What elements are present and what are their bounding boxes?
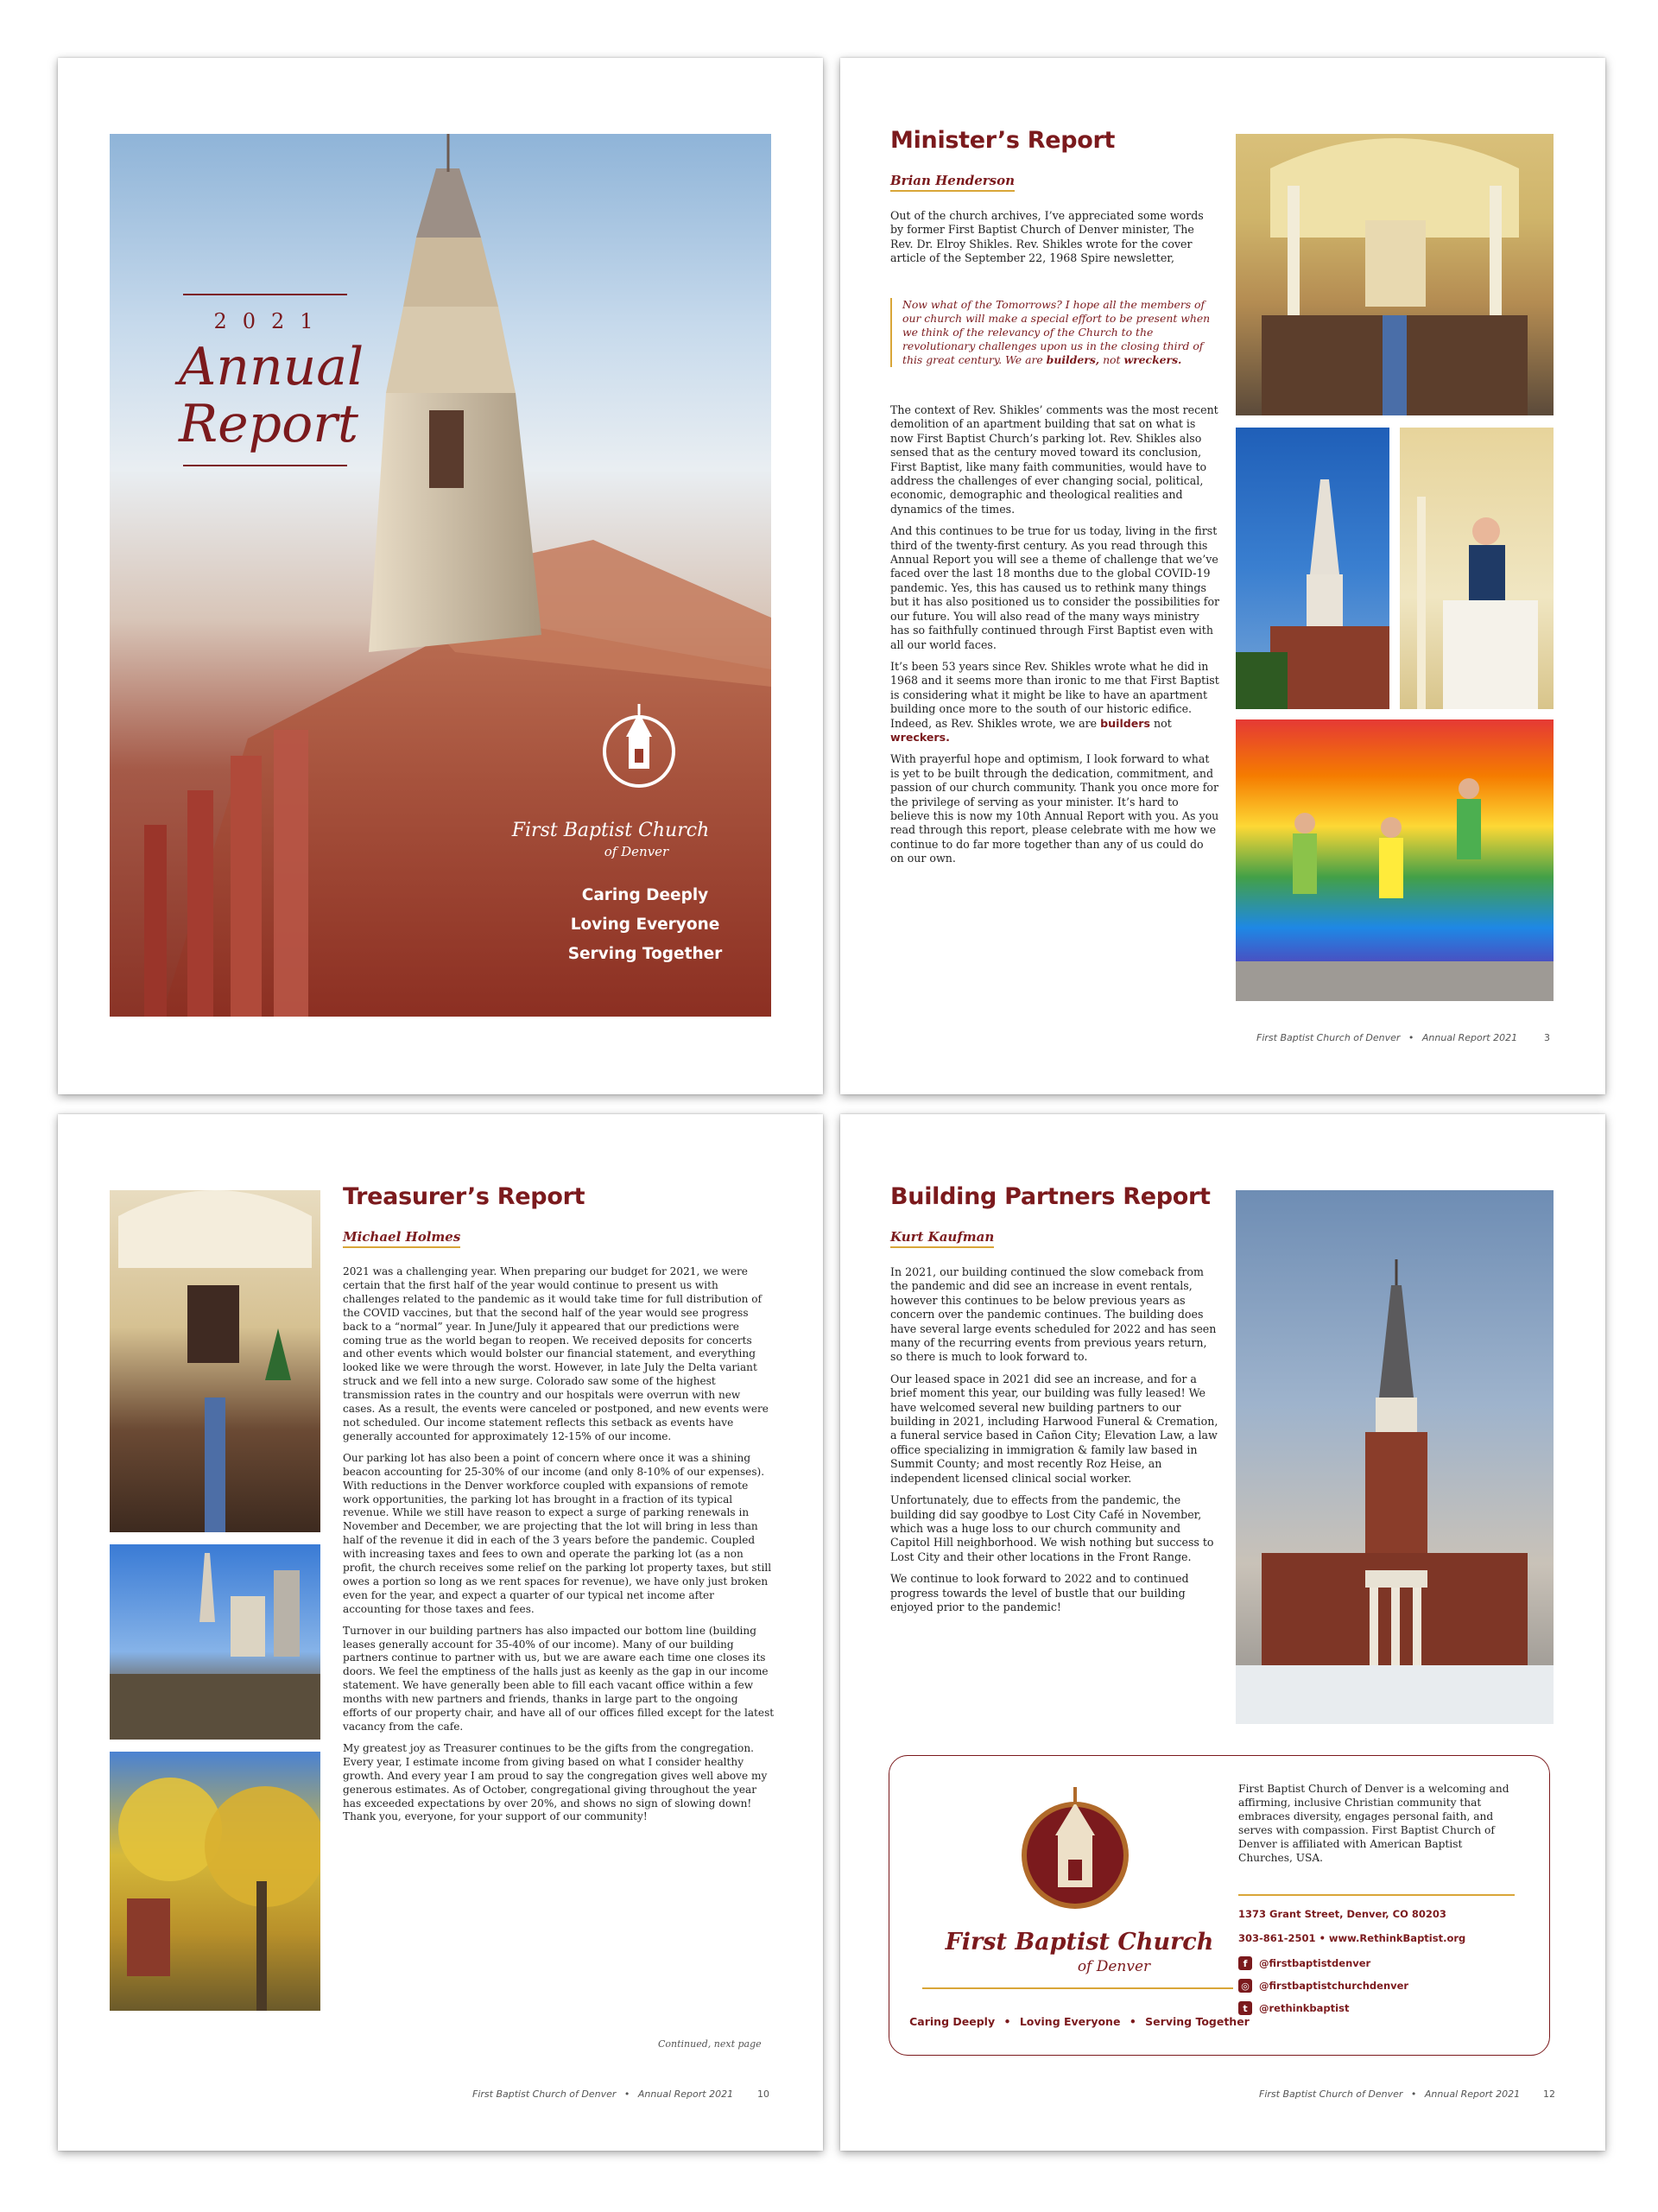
paragraph: We continue to look forward to 2022 and to continued progress towards the level of bustle that our building enjoyed prior to the pandemic! bbox=[890, 1572, 1189, 1613]
tagline-3: Serving Together bbox=[1145, 2015, 1250, 2028]
instagram-handle: @firstbaptistchurchdenver bbox=[1259, 1980, 1409, 1992]
sanctuary-interior-illustration bbox=[110, 1190, 320, 1532]
paragraph: The context of Rev. Shikles’ comments was the most recent demolition of an apartment building that sat on what is now First Baptist Church’s parking lot. Rev. Shikles also sensed that as the century moved toward its conclusion, First Baptist, like many faith communities, would have to address the challenges of ever changing social, political, economic, demographic and theological realities and dynamics of the times. bbox=[890, 403, 1218, 516]
quote-wreckers: wreckers. bbox=[1123, 353, 1182, 366]
divider bbox=[922, 1987, 1233, 1989]
footer-report: Annual Report 2021 bbox=[637, 2088, 734, 2100]
tagline-2: Loving Everyone bbox=[570, 916, 720, 934]
sanctuary-photo bbox=[1236, 134, 1554, 415]
church-exterior-illustration bbox=[1236, 1190, 1554, 1724]
address: 1373 Grant Street, Denver, CO 80203 bbox=[1238, 1908, 1446, 1920]
denver-skyline-photo bbox=[110, 1544, 320, 1740]
sanctuary-illustration bbox=[1236, 134, 1554, 415]
intro-text: Out of the church archives, I’ve appreciated some words by former First Baptist Church of Denver minister, The Rev. Dr. Elroy Shikles. Rev. Shikles wrote for the cover article of the September 22, 1968 Spire newsletter, bbox=[890, 209, 1204, 265]
steeple-photo bbox=[1236, 428, 1389, 709]
paragraph bbox=[890, 660, 1220, 745]
paragraph: Unfortunately, due to effects from the pandemic, the building did say goodbye to Lost City Café in November, which was a huge loss to our church community and Capitol Hill neighborhood. We wish nothing but success to Lost City and their other locations in the Front Range. bbox=[890, 1493, 1214, 1563]
page-number: 12 bbox=[1543, 2088, 1555, 2100]
divider bbox=[1238, 1894, 1515, 1896]
facebook-icon: f bbox=[1238, 1956, 1252, 1970]
page-footer: First Baptist Church of Denver • Annual Report 2021 bbox=[472, 2088, 734, 2100]
logo-church-name: First Baptist Church bbox=[945, 1929, 1214, 1955]
cover-title-report: Report bbox=[179, 394, 359, 454]
cover-taglines bbox=[533, 881, 757, 969]
page-number: 3 bbox=[1544, 1032, 1550, 1043]
paragraph: My greatest joy as Treasurer continues to be the gifts from the congregation. Every year, I estimate income from giving based on what I consider healthy growth. And every year I am proud to say the congregation gives well above my generous estimates. As of October, congregational giving throughout the year has exceeded expectations by over 20%, and shows no sign of slowing down! Thank you, everyone, for your support of our community! bbox=[343, 1741, 768, 1823]
sanctuary-christmas-photo bbox=[110, 1190, 320, 1532]
treasurers-report-page bbox=[58, 1114, 823, 2151]
page-title: Treasurer’s Report bbox=[343, 1183, 585, 1210]
page-footer: First Baptist Church of Denver • Annual Report 2021 bbox=[1259, 2088, 1521, 2100]
paragraph-not: not bbox=[1154, 716, 1172, 730]
logo-church-sub: of Denver bbox=[1077, 1958, 1151, 1975]
church-logo-icon bbox=[600, 704, 678, 790]
quote-not: not bbox=[1103, 353, 1121, 366]
body-column bbox=[890, 403, 1220, 874]
footer-org: First Baptist Church of Denver bbox=[1259, 2088, 1403, 2100]
skyline-illustration bbox=[110, 1544, 320, 1740]
twitter-handle: @rethinkbaptist bbox=[1259, 2002, 1350, 2014]
paragraph: Turnover in our building partners has also impacted our bottom line (building leases generally account for 35-40% of our income). Many of our building partners continue to partner with us, but we are aware each time one closes its doors. We feel the emptiness of the halls just as keenly as the gap in our income statement. We have generally been able to fill each vacant office within a few months with new partners and friends, thanks in large part to the ongoing efforts of our property chair, and have all of our offices filled except for the latest vacancy from the cafe. bbox=[343, 1624, 775, 1733]
footer-org: First Baptist Church of Denver bbox=[472, 2088, 617, 2100]
steeple-illustration bbox=[1236, 428, 1389, 709]
tagline-1: Caring Deeply bbox=[581, 886, 709, 904]
cover-year: 2021 bbox=[213, 309, 329, 333]
building-partners-page bbox=[840, 1114, 1605, 2151]
tagline-2: Loving Everyone bbox=[1019, 2015, 1121, 2028]
trees-illustration bbox=[110, 1752, 320, 2011]
paragraph: With prayerful hope and optimism, I look forward to what is yet to be built through the dedication, commitment, and passion of our church community. Thank you once more for the privilege of serving as your minister. It’s hard to believe this is now my 10th Annual Report with you. As you read through this report, please celebrate with me how we continue to do far more together than any of us could do on our own. bbox=[890, 752, 1219, 865]
tagline-1: Caring Deeply bbox=[909, 2015, 996, 2028]
instagram-icon: ◎ bbox=[1238, 1979, 1252, 1993]
tagline-3: Serving Together bbox=[567, 945, 723, 963]
footer-report: Annual Report 2021 bbox=[1424, 2088, 1521, 2100]
church-exterior-photo bbox=[1236, 1190, 1554, 1724]
church-logo-icon bbox=[1010, 1782, 1140, 1920]
twitter-link[interactable] bbox=[1238, 2001, 1408, 2015]
twitter-icon: t bbox=[1238, 2001, 1252, 2015]
pride-people-illustration bbox=[1236, 719, 1554, 1001]
page-footer: First Baptist Church of Denver • Annual Report 2021 bbox=[1256, 1032, 1518, 1043]
cover-title-block bbox=[179, 294, 364, 466]
cover-church-name-text: First Baptist Church bbox=[511, 820, 710, 841]
cover-title-annual: Annual bbox=[179, 337, 364, 397]
highlight-wreckers: wreckers. bbox=[890, 730, 950, 744]
social-links bbox=[1238, 1956, 1408, 2024]
page-title: Building Partners Report bbox=[890, 1183, 1211, 1210]
pulpit-illustration bbox=[1400, 428, 1554, 709]
author-byline: Michael Holmes bbox=[343, 1229, 460, 1248]
paragraph-text: It’s been 53 years since Rev. Shikles wrote what he did in 1968 and it seems more than ironic to me that First Baptist is considering what it might be like to have an apartment building once more to the south of our historic edifice. Indeed, as Rev. Shikles wrote, we are bbox=[890, 659, 1219, 730]
paragraph: And this continues to be true for us today, living in the first third of the twenty-first century. As you read through this Annual Report you will see a theme of challenge that we’ve faced over the last 18 months due to the global COVID-19 pandemic. Yes, this has caused us to rethink many things but it has also positioned us to consider the possibilities for our future. You will also read of the many ways ministry has so faithfully continued through First Baptist even with all our world faces. bbox=[890, 524, 1220, 651]
body-column bbox=[343, 1265, 775, 1832]
intro-paragraph bbox=[890, 209, 1217, 274]
cover-church-sub: of Denver bbox=[604, 844, 669, 859]
footer-org: First Baptist Church of Denver bbox=[1256, 1032, 1401, 1043]
church-info-box bbox=[889, 1755, 1550, 2056]
author-byline: Kurt Kaufman bbox=[890, 1229, 994, 1248]
logo-taglines: Caring Deeply • Loving Everyone • Serving Together bbox=[909, 2015, 1250, 2028]
instagram-link[interactable] bbox=[1238, 1979, 1408, 1993]
facebook-handle: @firstbaptistdenver bbox=[1259, 1957, 1371, 1969]
continued-note: Continued, next page bbox=[658, 2038, 762, 2050]
pull-quote bbox=[890, 298, 1215, 367]
autumn-trees-photo bbox=[110, 1752, 320, 2011]
footer-report: Annual Report 2021 bbox=[1421, 1032, 1518, 1043]
page-title: Minister’s Report bbox=[890, 127, 1116, 154]
page-number: 10 bbox=[757, 2088, 769, 2100]
facebook-link[interactable] bbox=[1238, 1956, 1408, 1970]
paragraph: Our leased space in 2021 did see an increase, and for a brief moment this year, our building was fully leased! We have welcomed several new building partners to our building in 2021, including Harwood Funeral & Cremation, a funeral service based in Cañon City; Elevation Law, a law office specializing in immigration & family law based in Summit County; and most recently Roz Heise, an independent licensed clinical social worker. bbox=[890, 1372, 1218, 1485]
cover-page bbox=[58, 58, 823, 1094]
body-column bbox=[890, 1265, 1220, 1622]
quote-text: Now what of the Tomorrows? I hope all the members of our church will make a special effort to be present when we think of the relevancy of the Church to the revolutionary challenges upon us in the closing third of this great century. We are bbox=[902, 298, 1211, 366]
pride-photo bbox=[1236, 719, 1554, 1001]
minister-speaking-photo bbox=[1400, 428, 1554, 709]
cover-church-name bbox=[498, 821, 723, 862]
phone-web: 303-861-2501 • www.RethinkBaptist.org bbox=[1238, 1932, 1466, 1944]
paragraph: In 2021, our building continued the slow comeback from the pandemic and did see an increase in event rentals, however this continues to be below previous years as concern over the pandemic continues. The building does have several large events scheduled for 2022 and has seen many of the recurring events from previous years return, so there is much to look forward to. bbox=[890, 1265, 1217, 1364]
cover-image bbox=[110, 134, 771, 1017]
author-byline: Brian Henderson bbox=[890, 173, 1015, 192]
ministers-report-page bbox=[840, 58, 1605, 1094]
about-text: First Baptist Church of Denver is a welcoming and affirming, inclusive Christian community that embraces diversity, engages personal faith, and serves with compassion. First Baptist Church of Denver is affiliated with American Baptist Churches, USA. bbox=[1238, 1783, 1509, 1864]
paragraph: Our parking lot has also been a point of concern where once it was a shining beacon accounting for 25-30% of our income (and only 8-10% of our expenses). With reductions in the Denver workforce coupled with expansions of remote work opportunities, the parking lot has brought in a fraction of its typical revenue. While we still have reason to expect a surge of parking renewals in November and December, we are projecting that the lot will bring in less than half of the revenue it did in each of the 3 years before the pandemic. Coupled with increasing taxes and fees to own and operate the parking lot (as a non profit, the church receives some relief on the parking lot property taxes, but still owes a portion so long as we rent spaces for revenue), we have only just broken even for the year, and expect a quarter of our typical net income after accounting for those taxes and fees. bbox=[343, 1451, 772, 1615]
paragraph: 2021 was a challenging year. When preparing our budget for 2021, we were certain that the first half of the year would continue to present us with challenges related to the pandemic as it would take time for full distribution of the COVID vaccines, but that the second half of the year would see progress back to a “normal” year. In June/July it appeared that our predictions were coming true as the world began to reopen. We received deposits for concerts and other events which would bolster our financial statement, and everything looked like we were through the worst. However, in late July the Delta variant struck and we fell into a new surge. Colorado saw some of the highest transmission rates in the country and our hospitals were overrun with new cases. As a result, the events were canceled or postponed, and new events were not scheduled. Our income statement reflects this setback as events have generally accounted for approximately 12-15% of our income. bbox=[343, 1265, 769, 1442]
highlight-builders: builders bbox=[1100, 716, 1151, 730]
quote-builders: builders, bbox=[1046, 353, 1100, 366]
